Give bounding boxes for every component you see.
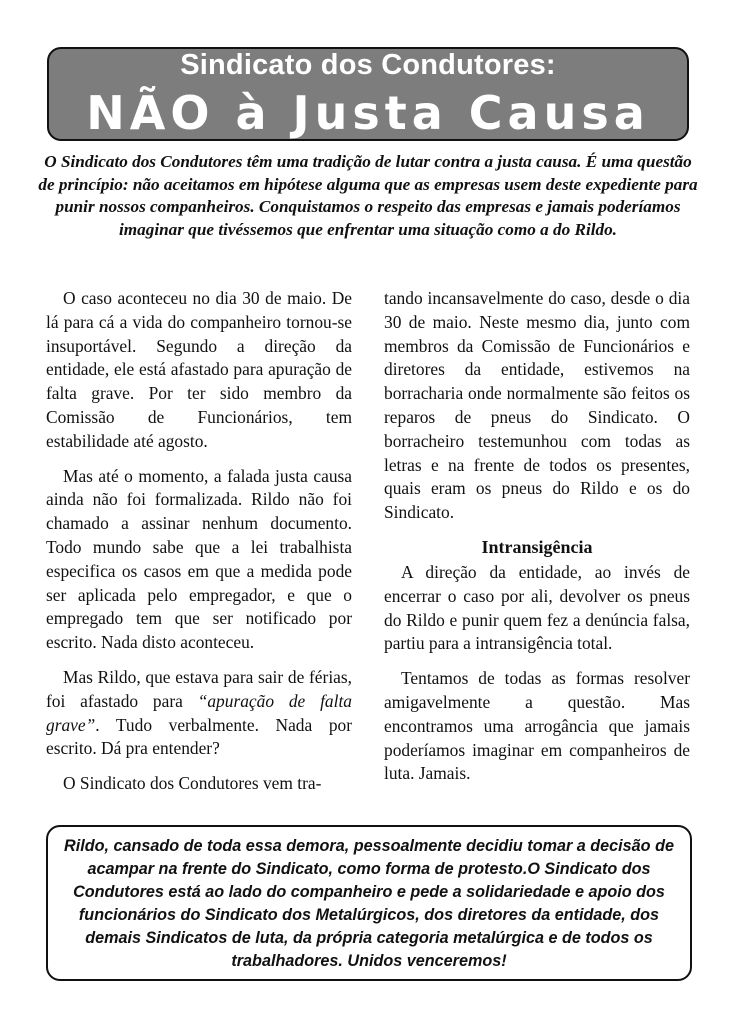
right-paragraph-3: Tentamos de todas as formas resolver amigavelmente a questão. Mas encontramos uma arrogância que jamais poderíamos imaginar em companheiros de luta. Jamais. bbox=[384, 668, 690, 784]
header-subtitle: Sindicato dos Condutores: bbox=[180, 49, 556, 81]
left-paragraph-4: O Sindicato dos Condutores vem tra- bbox=[63, 773, 322, 794]
right-column bbox=[384, 287, 690, 786]
left-paragraph-3-end: . Tudo verbalmente. Nada por escrito. Dá pra entender? bbox=[46, 714, 352, 759]
intro-paragraph: O Sindicato dos Condutores têm uma tradição de lutar contra a justa causa. É uma questão de princípio: não aceitamos em hipótese alguma que as empresas usem deste expediente para punir nossos companheiros. Conquistamos o respeito das empresas e jamais poderíamos imaginar que tivéssemos que enfrentar uma situação como a do Rildo. bbox=[38, 152, 698, 239]
left-column bbox=[46, 287, 352, 796]
left-paragraph-1: O caso aconteceu no dia 30 de maio. De lá para cá a vida do companheiro tornou-se insuportável. Segundo a direção da entidade, ele está afastado para apuração de falta grave. Por ter sido membro da Comissão de Funcionários, tem estabilidade até agosto. bbox=[46, 288, 352, 451]
page-title: NÃO à Justa Causa bbox=[86, 86, 650, 140]
left-paragraph-3-start: Mas Rildo, que estava para sair de férias, foi afastado para bbox=[46, 666, 352, 711]
header-banner bbox=[47, 47, 689, 141]
right-paragraph-2: A direção da entidade, ao invés de encerrar o caso por ali, devolver os pneus do Rildo e punir quem fez a denúncia falsa, partiu para a intransigência total. bbox=[384, 561, 690, 654]
left-paragraph-3 bbox=[46, 666, 352, 761]
footer-text: Rildo, cansado de toda essa demora, pessoalmente decidiu tomar a decisão de acampar na frente do Sindicato, como forma de protesto.O Sindicato dos Condutores está ao lado do companheiro e pede a solidariedade e apoio dos funcionários do Sindicato dos Metalúrgicos, dos diretores da entidade, dos demais Sindicatos de luta, da própria categoria metalúrgica e de todos os trabalhadores. Unidos venceremos! bbox=[64, 837, 674, 970]
section-heading: Intransigência bbox=[481, 536, 593, 557]
left-paragraph-3-quote: “apuração de falta grave” bbox=[46, 690, 352, 735]
footer-box bbox=[46, 825, 692, 981]
right-paragraph-1: tando incansavelmente do caso, desde o dia 30 de maio. Neste mesmo dia, junto com membros da Comissão de Funcionários e diretores da entidade, estivemos na borracharia onde normalmente são feitos os reparos de pneus do Sindicato. O borracheiro testemunhou com todas as letras e na frente de todos os presentes, quais eram os pneus do Rildo e os do Sindicato. bbox=[384, 288, 690, 523]
left-paragraph-2: Mas até o momento, a falada justa causa ainda não foi formalizada. Rildo não foi chamado a assinar nenhum documento. Todo mundo sabe que a lei trabalhista especifica os casos em que a medida pode ser aplicada pelo empregador, e que o empregado tem que ser notificado por escrito. Nada disto aconteceu. bbox=[46, 465, 352, 653]
